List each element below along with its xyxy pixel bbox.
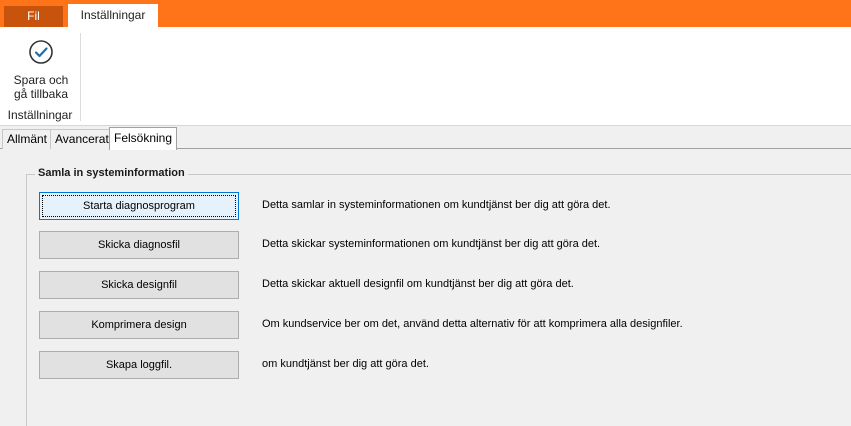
compress-design-button[interactable]: Komprimera design <box>39 311 239 339</box>
focus-ring <box>42 195 236 217</box>
save-and-return-label: Spara och gå tillbaka <box>13 73 69 101</box>
tab-allmant[interactable]: Allmänt <box>2 129 52 149</box>
troubleshooting-panel <box>0 149 851 426</box>
send-diagnostics-file-description: Detta skickar systeminformationen om kundtjänst ber dig att göra det. <box>262 238 601 250</box>
title-bar <box>0 0 851 27</box>
groupbox-title: Samla in systeminformation <box>35 167 188 179</box>
start-diagnostics-button[interactable] <box>39 192 239 220</box>
ribbon-separator <box>80 33 81 121</box>
settings-tab[interactable]: Inställningar <box>68 4 158 27</box>
send-diagnostics-file-button[interactable]: Skicka diagnosfil <box>39 231 239 259</box>
tab-avancerat[interactable]: Avancerat <box>50 129 114 149</box>
file-tab[interactable]: Fil <box>4 6 63 27</box>
check-circle-icon <box>28 39 54 65</box>
tab-felsokning[interactable]: Felsökning <box>109 127 177 150</box>
create-log-file-description: om kundtjänst ber dig att göra det. <box>262 358 429 370</box>
save-and-return-button[interactable] <box>8 35 74 105</box>
ribbon-group-label: Inställningar <box>7 108 73 122</box>
tab-strip <box>0 127 851 149</box>
start-diagnostics-description: Detta samlar in systeminformationen om kundtjänst ber dig att göra det. <box>262 199 611 211</box>
ribbon <box>0 27 851 126</box>
create-log-file-button[interactable]: Skapa loggfil. <box>39 351 239 379</box>
send-design-file-description: Detta skickar aktuell designfil om kundtjänst ber dig att göra det. <box>262 278 574 290</box>
compress-design-description: Om kundservice ber om det, använd detta alternativ för att komprimera alla designfiler. <box>262 318 683 330</box>
start-diagnostics-label: Starta diagnosprogram <box>83 200 195 212</box>
send-design-file-button[interactable]: Skicka designfil <box>39 271 239 299</box>
